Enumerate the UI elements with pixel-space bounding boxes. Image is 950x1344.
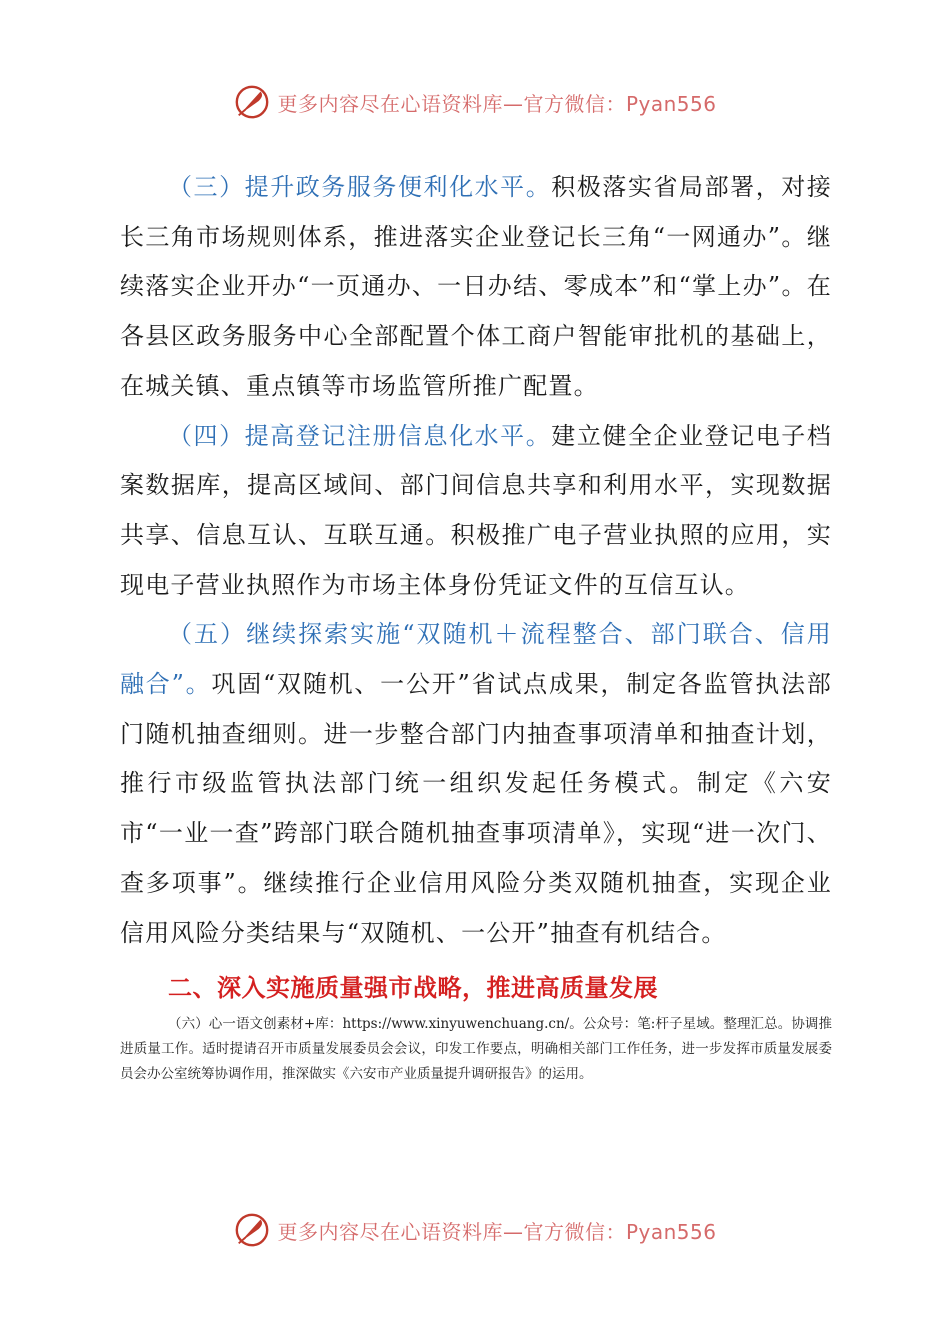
paragraph-text: 巩固“双随机、一公开”省试点成果，制定各监管执法部门随机抽查细则。进一步整合部门内抽查事项清单和抽查计划，推行市级监管执法部门统一组织发起任务模式。制定《六安市“一业一查”跨部门联合随机抽查事项清单》，实现“进一次门、查多项事”。继续推行企业信用风险分类双随机抽查，实现企业信用风险分类结果与“双随机、一公开”抽查有机结合。 bbox=[120, 670, 832, 947]
paragraph-four bbox=[120, 412, 832, 611]
paragraph-lead: （三）提升政务服务便利化水平。 bbox=[168, 173, 552, 201]
document-body bbox=[120, 163, 832, 1087]
paragraph-five bbox=[120, 610, 832, 958]
paragraph-three bbox=[120, 163, 832, 412]
paragraph-six: （六）心一语文创素材+库：https://www.xinyuwenchuang.cn/。公众号：笔:杆子星域。整理汇总。协调推进质量工作。适时提请召开市质量发展委员会会议，印发工作要点，明确相关部门工作任务，进一步发挥市质量发展委员会办公室统筹协调作用，推深做实《六安市产业质量提升调研报告》的运用。 bbox=[120, 1016, 832, 1083]
quill-logo-icon bbox=[233, 83, 271, 121]
watermark-text: 更多内容尽在心语资料库—官方微信：Pyan556 bbox=[277, 91, 717, 116]
paragraph-text: 建立健全企业登记电子档案数据库，提高区域间、部门间信息共享和利用水平，实现数据共享、信息互认、互联互通。积极推广电子营业执照的应用，实现电子营业执照作为市场主体身份凭证文件的互信互认。 bbox=[120, 421, 832, 599]
watermark-footer bbox=[0, 1208, 950, 1252]
quill-logo-icon bbox=[233, 1211, 271, 1249]
section-heading: 二、深入实施质量强市战略，推进高质量发展 bbox=[168, 974, 658, 1003]
paragraph-lead: （五）继续探索实施“双随机＋流程整合、部门联合、信用融合”。 bbox=[120, 620, 832, 699]
watermark-header bbox=[0, 80, 950, 124]
paragraph-text: 积极落实省局部署，对接长三角市场规则体系，推进落实企业登记长三角“一网通办”。继续落实企业开办“一页通办、一日办结、零成本”和“掌上办”。在各县区政务服务中心全部配置个体工商户智能审批机的基础上，在城关镇、重点镇等市场监管所推广配置。 bbox=[120, 173, 832, 400]
watermark-text: 更多内容尽在心语资料库—官方微信：Pyan556 bbox=[277, 1219, 717, 1244]
paragraph-lead: （四）提高登记注册信息化水平。 bbox=[168, 421, 552, 450]
